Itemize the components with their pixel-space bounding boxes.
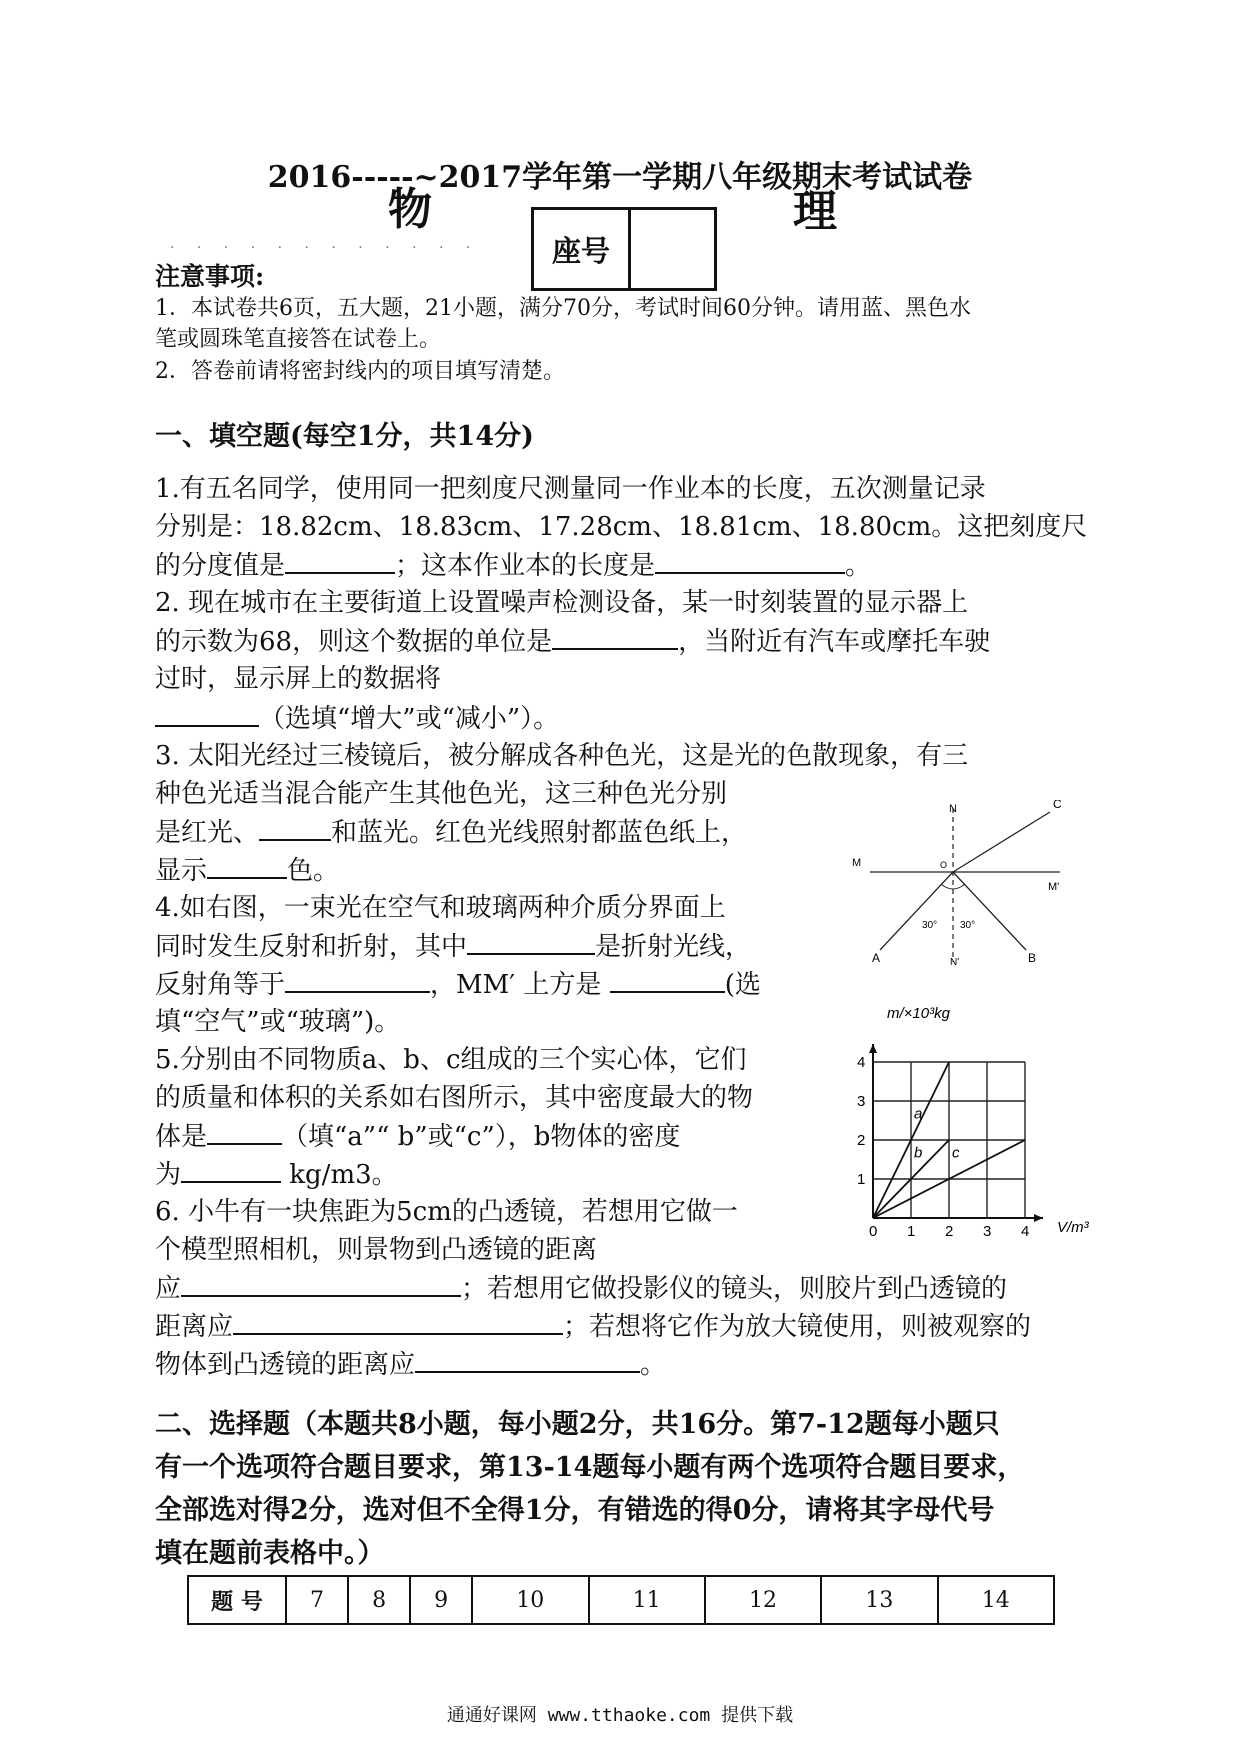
q5-line-3 [155, 1117, 680, 1157]
answer-table-row [188, 1576, 1054, 1624]
series-label-c: c [952, 1144, 960, 1162]
y-tick-label: 1 [857, 1171, 866, 1188]
answer-blank[interactable] [285, 965, 430, 993]
x-tick-label: 1 [907, 1223, 916, 1240]
q4-line-2 [155, 927, 751, 967]
q3-text-c: 显示 [155, 856, 208, 886]
q4-text-e: (选 [724, 970, 761, 1000]
mass-volume-chart [845, 990, 1110, 1240]
q6-text-d: ；若想将它作为放大镜使用，则被观察的 [563, 1312, 1032, 1342]
question-number-cell[interactable]: 10 [472, 1576, 588, 1624]
seal-line-dots: . . . . . . . . . . . . [170, 236, 480, 252]
answer-blank[interactable] [233, 1307, 563, 1335]
q3-line-4 [155, 851, 339, 891]
q4-line-4: 填“空气”或“玻璃”)。 [155, 1007, 401, 1037]
label-N-prime: N' [950, 957, 960, 968]
q3-text-d: 色。 [287, 856, 340, 886]
question-number-cell[interactable]: 8 [348, 1576, 410, 1624]
label-B: B [1028, 951, 1037, 965]
angle-label-left: 30° [922, 920, 938, 931]
answer-blank[interactable] [655, 546, 845, 574]
question-number-cell[interactable]: 9 [410, 1576, 472, 1624]
q1-text-c: 。 [845, 551, 872, 581]
answer-table [187, 1575, 1055, 1625]
q1-line-2: 分别是：18.82cm、18.83cm、17.28cm、18.81cm、18.80cm。这把刻度尺 [155, 512, 1088, 542]
q5-text-b: （填“a”“ b”或“c”），b物体的密度 [282, 1122, 681, 1152]
q3-line-3 [155, 813, 747, 853]
label-N: N [949, 803, 957, 815]
notice-heading: 注意事项: [155, 262, 265, 291]
q6-line-2: 个模型照相机，则景物到凸透镜的距离 [155, 1235, 598, 1265]
x-axis-arrow [1034, 1214, 1043, 1222]
q1-line-1: 1.有五名同学，使用同一把刻度尺测量同一作业本的长度，五次测量记录 [155, 474, 986, 504]
q2-line-2 [155, 622, 990, 662]
page-footer: 通通好课网 www.tthaoke.com 提供下载 [446, 1705, 794, 1726]
q5-line-4 [155, 1155, 398, 1195]
q3-line-2: 种色光适当混合能产生其他色光，这三种色光分别 [155, 779, 728, 809]
y-tick-label: 3 [857, 1093, 866, 1110]
q6-text-e: 物体到凸透镜的距离应 [155, 1350, 416, 1380]
q6-text-f: 。 [640, 1350, 667, 1380]
notice-line-1: 1．本试卷共6页，五大题，21小题，满分70分，考试时间60分钟。请用蓝、黑色水 [155, 296, 971, 321]
q4-text-a: 同时发生反射和折射，其中 [155, 932, 468, 962]
notice-line-1b: 笔或圆珠笔直接答在试卷上。 [155, 327, 442, 352]
section-2-line-4: 填在题前表格中。） [155, 1538, 385, 1569]
answer-blank[interactable] [552, 622, 678, 650]
ray-C [953, 812, 1050, 872]
y-axis-arrow [869, 1044, 877, 1053]
section-2-line-1: 二、选择题（本题共8小题，每小题2分，共16分。第7-12题每小题只 [155, 1409, 1000, 1440]
q5-line-1: 5.分别由不同物质a、b、c组成的三个实心体，它们 [155, 1045, 747, 1075]
q4-text-b: 是折射光线， [595, 932, 752, 962]
label-M: M [852, 857, 862, 869]
label-O: O [940, 860, 948, 870]
q5-text-c: 为 [155, 1160, 182, 1190]
answer-blank[interactable] [155, 699, 259, 727]
answer-blank[interactable] [207, 1117, 282, 1145]
q4-text-c: 反射角等于 [155, 970, 286, 1000]
q5-text-d: kg/m3。 [289, 1160, 398, 1190]
label-A: A [872, 951, 881, 965]
notice-line-2: 2．答卷前请将密封线内的项目填写清楚。 [155, 359, 565, 384]
x-tick-label: 0 [869, 1223, 878, 1240]
angle-label-right: 30° [960, 920, 976, 931]
label-C: C [1053, 800, 1062, 811]
optics-diagram [850, 800, 1070, 980]
series-label-a: a [914, 1105, 923, 1123]
q3-line-1: 3. 太阳光经过三棱镜后，被分解成各种色光，这是光的色散现象，有三 [155, 741, 969, 771]
exam-title: 2016-----~2017学年第一学期八年级期末考试试卷 [267, 160, 973, 195]
seat-label: 座号 [534, 210, 631, 288]
ray-B [953, 872, 1026, 950]
q2-line-3: 过时，显示屏上的数据将 [155, 664, 442, 694]
question-number-cell[interactable]: 7 [286, 1576, 348, 1624]
answer-blank[interactable] [181, 1155, 281, 1183]
answer-blank[interactable] [415, 1345, 640, 1373]
q4-line-1: 4.如右图，一束光在空气和玻璃两种介质分界面上 [155, 893, 726, 923]
q6-line-3 [155, 1269, 1007, 1309]
q6-text-b: ；若想用它做投影仪的镜头，则胶片到凸透镜的 [461, 1274, 1008, 1304]
q3-text-b: 和蓝光。红色光线照射都蓝色纸上， [331, 818, 748, 848]
q4-line-3 [155, 965, 761, 1005]
q5-text-a: 体是 [155, 1122, 208, 1152]
subject-char-2: 理 [793, 186, 837, 237]
q3-text-a: 是红光、 [155, 818, 260, 848]
section-2-line-3: 全部选对得2分，选对但不全得1分，有错选的得0分，请将其字母代号 [155, 1495, 995, 1526]
q2-line-4 [155, 699, 559, 739]
x-tick-label: 4 [1021, 1223, 1030, 1240]
question-number-cell[interactable]: 13 [821, 1576, 937, 1624]
chart-x-axis-label: V/m³ [1057, 1219, 1089, 1236]
ray-A [880, 872, 953, 950]
q6-line-4 [155, 1307, 1031, 1347]
answer-blank[interactable] [181, 1269, 461, 1297]
answer-blank[interactable] [259, 813, 331, 841]
y-tick-label: 4 [857, 1054, 866, 1071]
x-tick-label: 3 [983, 1223, 992, 1240]
q4-text-d: ，MM′ 上方是 [430, 970, 602, 1000]
y-tick-label: 2 [857, 1132, 866, 1149]
question-number-cell[interactable]: 14 [938, 1576, 1054, 1624]
seat-number-box [531, 207, 717, 291]
answer-blank[interactable] [285, 546, 395, 574]
chart-y-axis-label: m/×10³kg [887, 1005, 950, 1022]
q6-line-5 [155, 1345, 666, 1385]
q6-text-c: 距离应 [155, 1312, 234, 1342]
section-2-line-2: 有一个选项符合题目要求，第13-14题每小题有两个选项符合题目要求， [155, 1452, 1025, 1483]
q1-text-b: ；这本作业本的长度是 [395, 551, 656, 581]
section-1-heading: 一、填空题(每空1分，共14分) [155, 421, 534, 452]
series-label-b: b [914, 1144, 923, 1162]
q2-text-a: 的示数为68，则这个数据的单位是 [155, 627, 553, 657]
answer-blank[interactable] [467, 927, 595, 955]
q6-line-1: 6. 小牛有一块焦距为5cm的凸透镜，若想用它做一 [155, 1197, 738, 1227]
answer-blank[interactable] [207, 851, 287, 879]
q2-text-d: （选填“增大”或“减小”）。 [259, 704, 560, 734]
x-tick-label: 2 [945, 1223, 954, 1240]
answer-table-header: 题 号 [188, 1576, 286, 1624]
label-M-prime: M' [1048, 881, 1060, 893]
q1-line-3 [155, 546, 871, 586]
q6-text-a: 应 [155, 1274, 182, 1304]
q2-line-1: 2. 现在城市在主要街道上设置噪声检测设备，某一时刻装置的显示器上 [155, 588, 969, 618]
q5-line-2: 的质量和体积的关系如右图所示，其中密度最大的物 [155, 1083, 754, 1113]
subject-char-1: 物 [388, 184, 432, 235]
answer-blank[interactable] [610, 965, 725, 993]
question-number-cell[interactable]: 11 [589, 1576, 705, 1624]
q2-text-b: ，当附近有汽车或摩托车驶 [678, 627, 991, 657]
question-number-cell[interactable]: 12 [705, 1576, 821, 1624]
q1-text-a: 的分度值是 [155, 551, 286, 581]
